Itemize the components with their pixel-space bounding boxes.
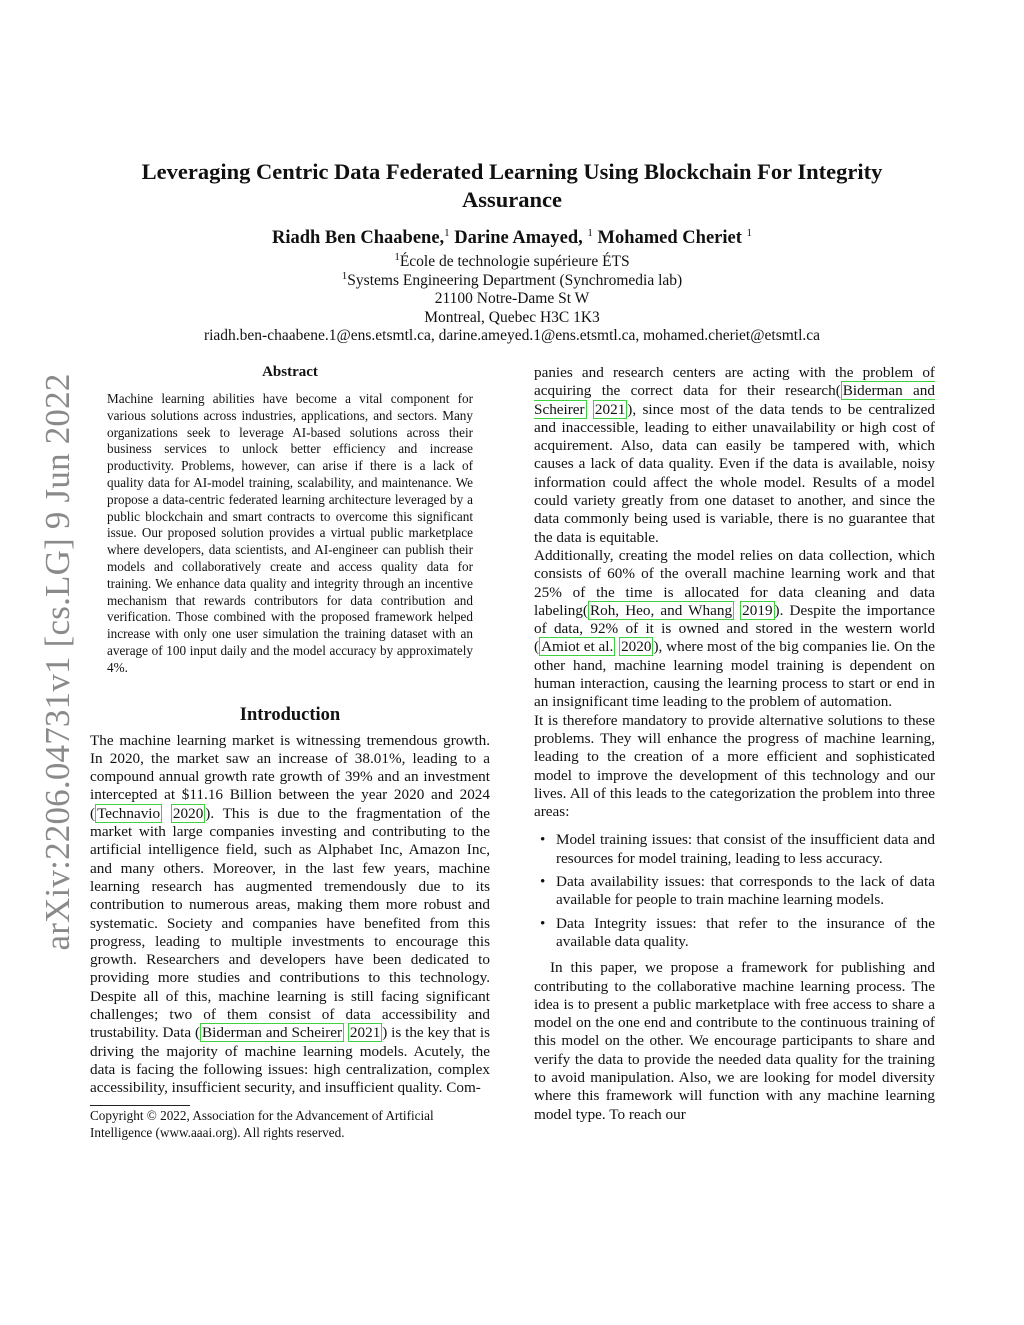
list-item: • Model training issues: that consist of the insufficient data and resources for model training, leading to less accuracy. (540, 831, 935, 867)
author-emails: riadh.ben-chaabene.1@ens.etsmtl.ca, darine.ameyed.1@ens.etsmtl.ca, mohamed.cheriet@etsmtl.ca (203, 327, 821, 344)
body-paragraph: In this paper, we propose a framework for publishing and contributing to the collaborative machine learning process. The idea is to present a public marketplace with free access to share a model on the one end and contribute to the continuous training of this model on the other. We encourage participants to share and verify the data to provide the needed data quality for the training to avoid manipulation. Also, we are looking for model diversity where this framework will function with any machine learning model type. To reach our (534, 959, 935, 1123)
citation-link[interactable]: Technavio (97, 804, 161, 822)
affiliation-mark: 1 (341, 269, 348, 282)
right-column (534, 364, 935, 1124)
citation-link[interactable]: 2021 (594, 400, 626, 418)
list-item: • Data Integrity issues: that refer to the insurance of the available data quality. (540, 914, 935, 950)
section-heading-introduction: Introduction (239, 704, 341, 725)
citation-link[interactable]: 2021 (349, 1024, 381, 1042)
affiliation-line: Montreal, Quebec H3C 1K3 (424, 308, 600, 326)
bullet-icon: • (540, 831, 546, 849)
left-column (90, 364, 490, 1142)
paper-header (0, 158, 1024, 346)
body-paragraph: panies and research centers are acting with the problem of acquiring the correct data for their research( Biderman and Scheirer 2021 ), since most of the data tends to be centralized and inaccessible, leading to either unavailability or high cost of acquirement. Also, data can easily be tampered with, which causes a lack of data quality. Even if the data is available, noisy information could affect the whole model. Results of a model could variety greatly from one dataset to another, and since the data commonly being used is variable, there is no guarantee that the data is equitable. (534, 364, 935, 546)
bullet-icon: • (540, 873, 546, 891)
body-paragraph: It is therefore mandatory to provide alternative solutions to these problems. They will enhance the progress of machine learning, leading to the creation of a more efficient and sophisticated model to improve the development of this technology and our lives. All of this leads to the categorization the problem into three areas: (534, 711, 935, 821)
author-affiliation-mark: 1 (587, 226, 593, 239)
body-paragraph: Additionally, creating the model relies on data collection, which consists of 60% of the overall machine learning work and that 25% of the time is allocated for data cleaning and data labeling( Roh, Heo, and Whang 2019 ). Despite the importance of data, 92% of it is owned and stored in the western world ( Amiot et al. 2020 ), where most of the big companies lie. On the other hand, machine learning model training is dependent on human interaction, causing the learning process to start or end in an insignificant time leading to the problem of automation. (534, 546, 935, 711)
affiliation-line: $^1$École de technologie supérieure ÉTS (394, 250, 630, 270)
citation-link[interactable]: 2019 (742, 601, 773, 619)
affiliation-line: 21100 Notre-Dame St W (434, 290, 590, 307)
citation-link[interactable]: Amiot et al. (541, 638, 614, 656)
affiliations (0, 250, 1024, 346)
citation-link[interactable]: Biderman and Scheirer (202, 1024, 343, 1042)
author-name: Riadh Ben Chaabene, (271, 228, 445, 248)
citation-link[interactable]: Biderman and Scheirer (534, 382, 935, 418)
abstract-body: Machine learning abilities have become a vital component for various solutions across industries, applications, and sectors. Many organizations seek to leverage AI-based solutions across their business services to unlock better efficiency and increase productivity. Problems, however, can arise if there is a lack of quality data for AI-model training, scalability, and maintenance. We propose a data-centric federated learning architecture leveraged by a public blockchain and smart contracts to overcome this significant issue. Our proposed solution provides a virtual public marketplace where developers, data scientists, and AI-engineer can publish their models and collaboratively create and access quality data for training. We enhance data quality and integrity through an incentive mechanism that rewards contributors for data contribution and verification. Those combined with the proposed framework helped increase with only one user simulation the training dataset with an average of 100 input daily and the model accuracy by approximately 4%. (107, 391, 473, 675)
affiliation-line: $^1$Systems Engineering Department (Synchromedia lab) (341, 269, 683, 289)
abstract-heading: Abstract (262, 364, 318, 380)
list-item: • Data availability issues: that corresponds to the lack of data available for people to train machine learning models. (540, 873, 935, 909)
author-name: Darine Amayed, (454, 228, 583, 248)
paper-title: Leveraging Centric Data Federated Learning Using Blockchain For Integrity Assurance (141, 159, 883, 212)
footnote-rule (90, 1105, 190, 1106)
author-name: Mohamed Cheriet (597, 228, 742, 248)
author-affiliation-mark: 1 (444, 226, 450, 239)
issue-list (534, 831, 935, 951)
citation-link[interactable]: Roh, Heo, and Whang (589, 601, 733, 619)
author-list (0, 228, 1024, 249)
copyright-notice: Copyright © 2022, Association for the Advancement of Artificial Intelligence (www.aaai.org). All rights reserved. (90, 1108, 434, 1141)
affiliation-mark: 1 (394, 250, 400, 263)
intro-paragraph: The machine learning market is witnessing tremendous growth. In 2020, the market saw an increase of 38.01%, leading to a compound annual growth rate growth of 39% and an investment intercepted at $11.16 Billion between the year 2020 and 2024 ( Technavio 2020 ). This is due to the fragmentation of the market with large companies investing and contributing to the artificial intelligence field, such as Alphabet Inc, Amazon Inc, and many others. Moreover, in the last few years, machine learning research has augmented tremendously due to its contribution to numerous areas, making them more robust and systematic. Society and companies have benefited from this progress, leading to multiple investments to encourage this growth. Researchers and developers have been dedicated to providing more studies and contributions to this technology. Despite all of this, machine learning is still facing significant challenges; two of them consist of data accessibility and trustability. Data ( Biderman and Scheirer 2021 ) is the key that is driving the majority of machine learning models. Acutely, the data is facing the following issues: high centralization, complex accessibility, insufficient security, and insufficient quality. Com- (90, 731, 490, 1097)
citation-link[interactable]: 2020 (172, 804, 204, 822)
arxiv-stamp: arXiv:2206.04731v1 [cs.LG] 9 Jun 2022 (38, 373, 77, 951)
citation-link[interactable]: 2020 (621, 638, 652, 656)
author-affiliation-mark: 1 (746, 226, 753, 239)
bullet-icon: • (540, 914, 546, 932)
